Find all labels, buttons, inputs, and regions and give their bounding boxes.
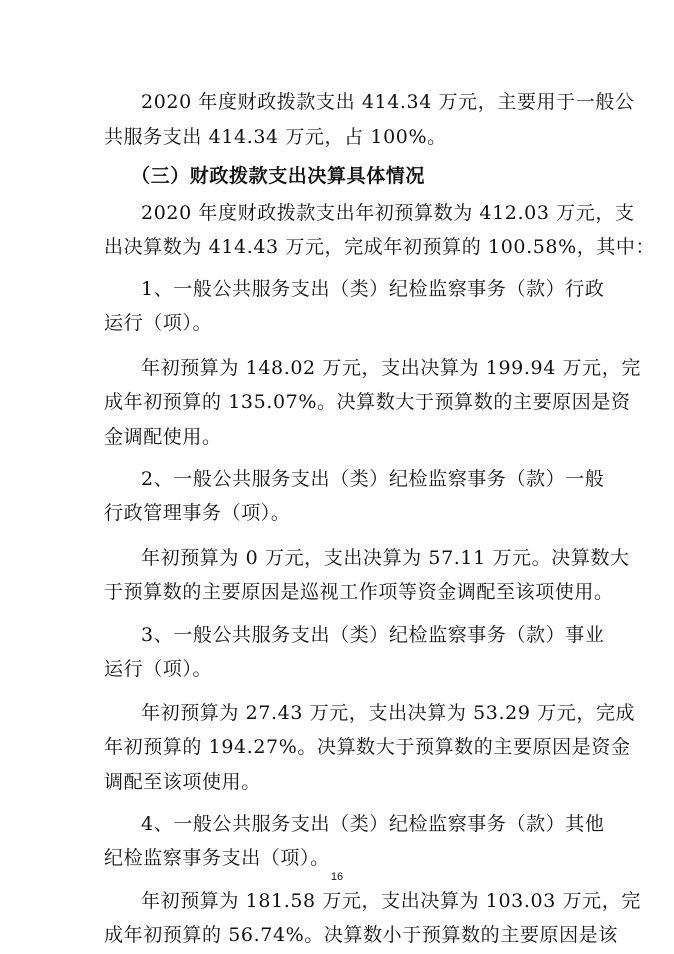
paragraph-line: 年初预算为 181.58 万元，支出决算为 103.03 万元，完 [141,890,641,912]
paragraph-line: 金调配使用。 [104,426,222,448]
section-heading: （三）财政拨款支出决算具体情况 [131,165,426,187]
paragraph-line: 调配至该项使用。 [104,771,261,793]
paragraph-line: 年初预算为 27.43 万元，支出决算为 53.29 万元，完成 [141,702,636,724]
paragraph-line: 1、一般公共服务支出（类）纪检监察事务（款）行政 [141,278,605,300]
paragraph-line: 运行（项）。 [104,658,213,680]
page-number: 16 [330,871,344,883]
paragraph-line: 2020 年度财政拨款支出年初预算数为 412.03 万元，支 [141,202,635,224]
paragraph-line: 2020 年度财政拨款支出 414.34 万元，主要用于一般公 [141,91,635,113]
paragraph-line: 3、一般公共服务支出（类）纪检监察事务（款）事业 [141,624,605,646]
paragraph-line: 年初预算为 148.02 万元，支出决算为 199.94 万元，完 [141,357,641,379]
paragraph-line: 2、一般公共服务支出（类）纪检监察事务（款）一般 [141,468,605,490]
paragraph-line: 共服务支出 414.34 万元，占 100%。 [104,126,447,148]
paragraph-line: 行政管理事务（项）。 [104,502,291,524]
paragraph-line: 出决算数为 414.43 万元，完成年初预算的 100.58%，其中： [104,236,656,258]
paragraph-line: 纪检监察事务支出（项）。 [104,847,330,869]
paragraph-line: 运行（项）。 [104,312,213,334]
paragraph-line: 成年初预算的 56.74%。决算数小于预算数的主要原因是该 [104,924,618,946]
paragraph-line: 年初预算的 194.27%。决算数大于预算数的主要原因是资金 [104,736,631,758]
paragraph-line: 于预算数的主要原因是巡视工作项等资金调配至该项使用。 [104,581,614,603]
paragraph-line: 年初预算为 0 万元，支出决算为 57.11 万元。决算数大 [141,547,630,569]
paragraph-line: 成年初预算的 135.07%。决算数大于预算数的主要原因是资 [104,391,631,413]
paragraph-line: 4、一般公共服务支出（类）纪检监察事务（款）其他 [141,813,605,835]
